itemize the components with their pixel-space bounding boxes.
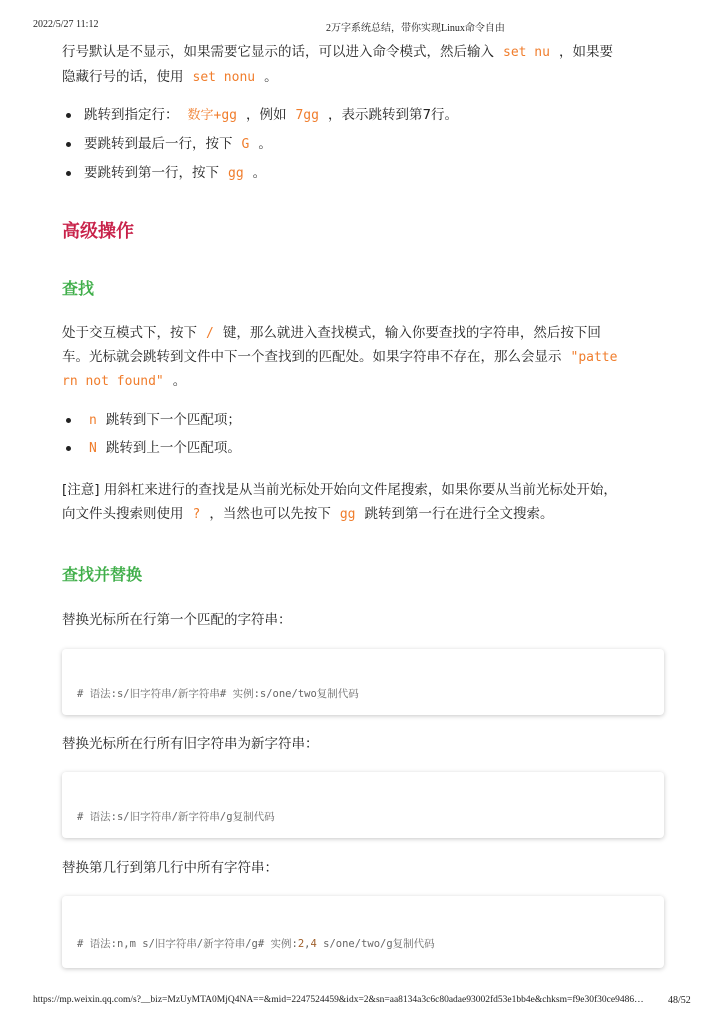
text: ，如果要 [558,44,613,60]
page-number: 48/52 [668,995,691,1006]
find-paragraph-line [62,347,626,368]
inline-code: / [206,326,214,341]
list-item [84,163,266,184]
inline-code: n [89,413,97,428]
text: ，例如 [245,107,287,123]
subsection-heading-find: 查找 [62,279,95,298]
subsection-heading-replace: 查找并替换 [62,565,143,584]
replace-desc: 替换第几行到第几行中所有字符串： [62,860,278,876]
print-datetime: 2022/5/27 11:12 [33,19,99,30]
replace-desc: 替换光标所在行所有旧字符串为新字符串： [62,736,319,752]
inline-code: set nu [503,45,550,60]
text: 向文件头搜索则使用 [62,506,184,522]
intro-line-2 [62,67,278,88]
code-segment: s/one/two/g复制代码 [316,938,435,950]
text: 。 [252,165,267,181]
bullet-icon [66,113,71,118]
list-item [84,134,272,155]
print-title: 2万字系统总结，带你实现Linux命令自由 [326,23,505,34]
text: 跳转到下一个匹配项； [105,412,241,428]
text: ，当然也可以先按下 [209,506,331,522]
code-block [62,772,664,838]
find-paragraph-line [62,323,601,344]
inline-code: "patte [570,350,618,365]
text: 键，那么就进入查找模式，输入你要查找的字符串，然后按下回 [222,325,601,341]
inline-code: ? [192,507,201,522]
code-number: 4 [310,938,317,950]
text: 跳转到指定行： [84,107,179,123]
bullet-icon [66,142,71,147]
print-url: https://mp.weixin.qq.com/s?__biz=MzUyMTA0MjQ4NA==&mid=2247524459&idx=2&sn=aa8134a3c6c80adae93002fd53e1bb4e&chksm=f9e30f30ce9486… [33,995,644,1005]
text: 要跳转到第一行，按下 [84,165,219,181]
inline-code: gg [228,166,244,181]
list-item [84,410,241,431]
text: 要跳转到最后一行，按下 [84,136,233,152]
code-number: 2 [297,938,305,950]
inline-code: 数字+gg [187,108,237,123]
section-heading: 高级操作 [62,221,134,242]
code-text: # 语法:s/旧字符串/新字符串# 实例:s/one/two复制代码 [77,688,359,700]
list-item [84,105,458,126]
code-block [62,896,664,968]
text: 跳转到上一个匹配项。 [105,440,241,456]
inline-code: set nonu [192,70,256,85]
bullet-icon [66,446,71,451]
code-segment: , [304,938,311,950]
inline-code: rn not found" [62,374,164,389]
bullet-icon [66,171,71,176]
text: 车。光标就会跳转到文件中下一个查找到的匹配处。如果字符串不存在，那么会显示 [62,349,562,365]
bullet-icon [66,418,71,423]
code-block [62,649,664,715]
text: 处于交互模式下，按下 [62,325,197,341]
code-text [77,936,435,951]
replace-desc: 替换光标所在行第一个匹配的字符串： [62,612,292,628]
text: 。 [264,69,278,85]
inline-code: 7gg [295,108,319,123]
intro-line-1 [62,42,613,63]
inline-code: G [241,137,250,152]
code-segment: # 语法:n,m s/旧字符串/新字符串/g# 实例: [77,938,298,950]
text: [注意] 用斜杠来进行的查找是从当前光标处开始向文件尾搜索，如果你要从当前光标处开始， [62,482,617,498]
inline-code: N [89,441,97,456]
list-item [84,438,241,459]
code-text: # 语法:s/旧字符串/新字符串/g复制代码 [77,811,275,823]
note-line [62,480,617,500]
text: ，表示跳转到第7行。 [327,107,459,123]
find-paragraph-line [62,371,186,392]
inline-code: gg [339,507,356,522]
text: 行号默认是不显示，如果需要它显示的话，可以进入命令模式，然后输入 [62,44,494,60]
note-line [62,504,553,525]
text: 。 [172,373,187,389]
text: 隐藏行号的话，使用 [62,69,184,85]
text: 跳转到第一行在进行全文搜索。 [364,506,554,522]
text: 。 [258,136,272,152]
